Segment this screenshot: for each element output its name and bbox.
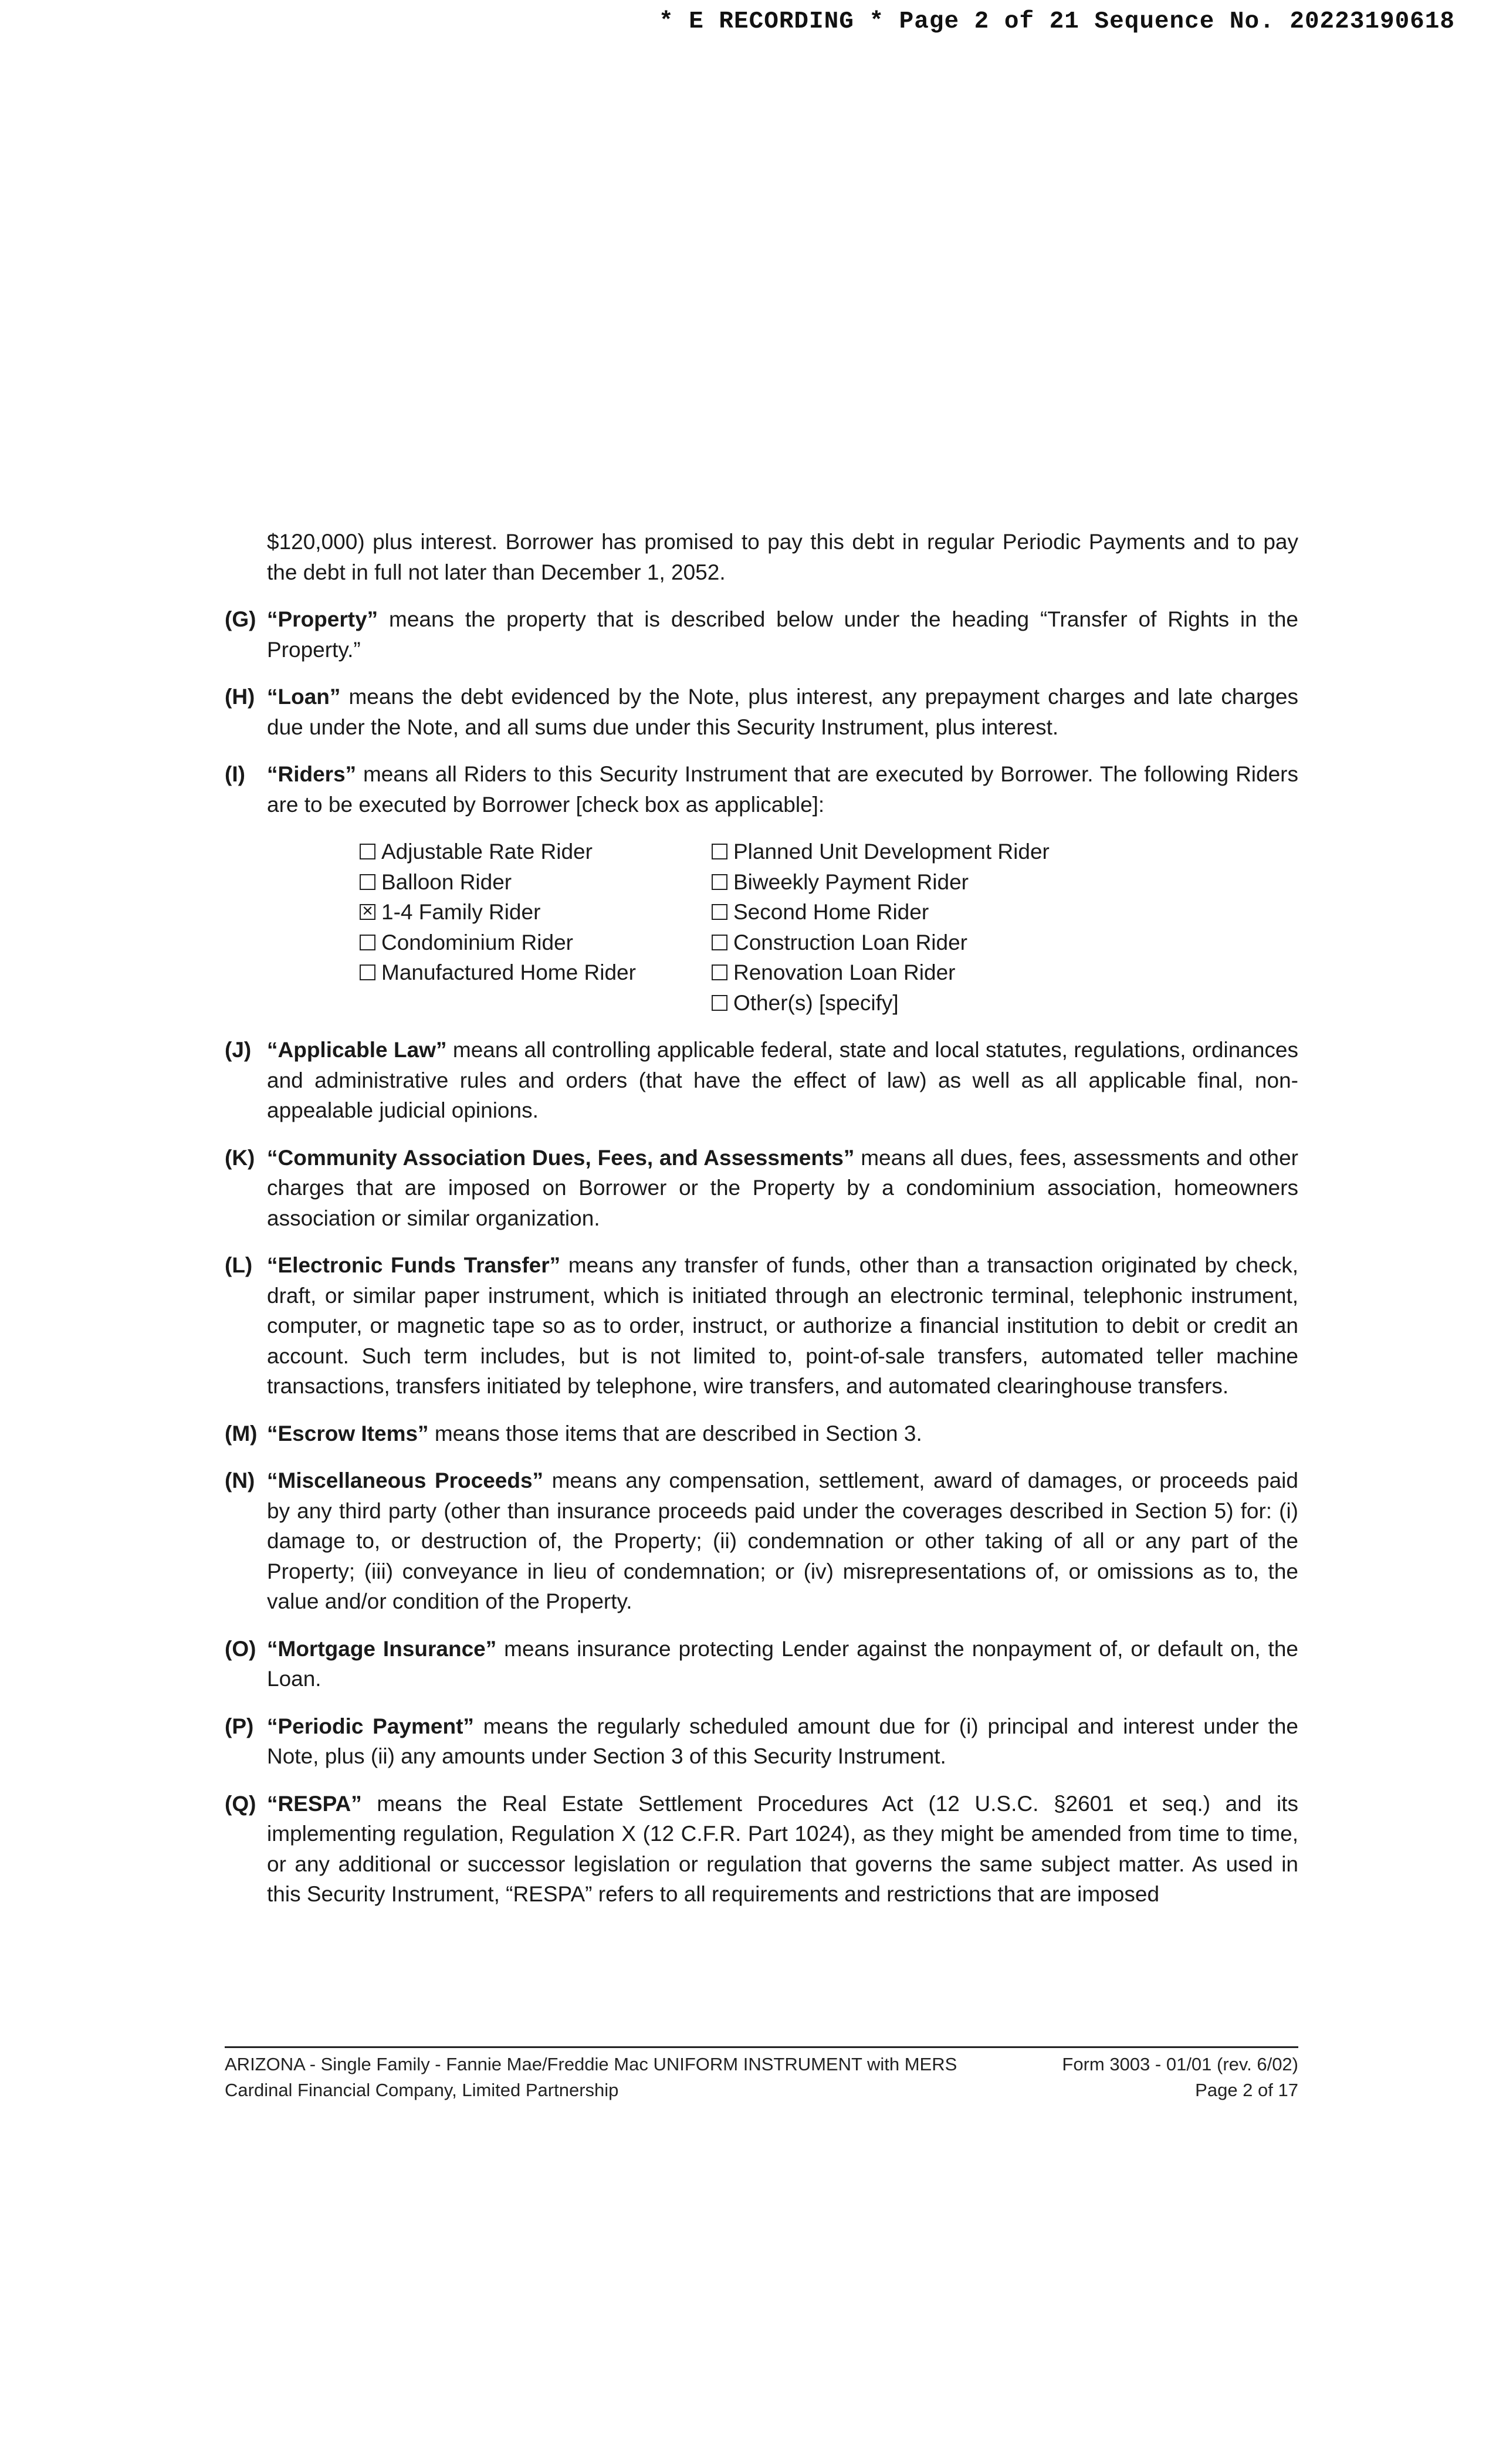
definition-h <box>225 682 1298 742</box>
rider-label: Second Home Rider <box>733 900 929 924</box>
definition-q <box>225 1789 1298 1910</box>
definition-i <box>225 759 1298 820</box>
definition-term: “Riders” <box>267 762 357 786</box>
definition-label: (I) <box>225 762 245 786</box>
rider-label: Renovation Loan Rider <box>733 960 956 984</box>
checkbox[interactable] <box>360 964 375 980</box>
definition-text: means the debt evidenced by the Note, plus interest, any prepayment charges and late charges due under the Note, and all sums due under this Security Instrument, plus interest. <box>267 685 1298 739</box>
rider-1-4-family <box>360 897 712 928</box>
definition-term: “RESPA” <box>267 1791 362 1816</box>
rider-label: Other(s) [specify] <box>733 990 899 1015</box>
rider-label: 1-4 Family Rider <box>381 900 541 924</box>
rider-label: Construction Loan Rider <box>733 930 967 955</box>
checkbox[interactable] <box>712 964 727 980</box>
footer-divider <box>225 2046 1298 2048</box>
definition-text: means insurance protecting Lender against the nonpayment of, or default on, the Loan. <box>267 1636 1298 1691</box>
definition-text: means all controlling applicable federal, state and local statutes, regulations, ordinances and administrative rules and orders (that have the effect of law) as well as all applicable final, non-appealable judicial opinions. <box>267 1038 1299 1122</box>
definition-term: “Community Association Dues, Fees, and Assessments” <box>267 1145 855 1170</box>
definitions-list-2 <box>225 1035 1298 1910</box>
checkbox[interactable] <box>360 874 375 890</box>
definition-label: (H) <box>225 685 255 709</box>
checkbox[interactable] <box>712 935 727 950</box>
definition-term: “Escrow Items” <box>267 1421 429 1446</box>
recording-header: * E RECORDING * Page 2 of 21 Sequence No. 20223190618 <box>658 8 1455 35</box>
definition-k <box>225 1143 1298 1234</box>
checkbox[interactable]: ✕ <box>360 904 375 920</box>
rider-label: Balloon Rider <box>381 869 512 894</box>
document-body <box>225 527 1298 1927</box>
rider-construction-loan <box>712 928 1064 958</box>
definition-text: means all Riders to this Security Instrument that are executed by Borrower. The following Riders are to be executed by Borrower [check box as applicable]: <box>267 762 1298 817</box>
definition-label: (G) <box>225 607 256 631</box>
definition-term: “Applicable Law” <box>267 1038 447 1062</box>
rider-other <box>712 988 1064 1018</box>
rider-adjustable-rate <box>360 837 712 867</box>
checkbox[interactable] <box>712 874 727 890</box>
definition-term: “Property” <box>267 607 378 631</box>
definition-text: means the property that is described below under the heading “Transfer of Rights in the Property.” <box>267 607 1298 662</box>
definition-o <box>225 1634 1298 1694</box>
definition-m <box>225 1419 1298 1449</box>
definition-label: (N) <box>225 1468 255 1492</box>
footer-lender-name: Cardinal Financial Company, Limited Partnership <box>225 2080 619 2100</box>
rider-condominium <box>360 928 712 958</box>
definition-label: (J) <box>225 1038 252 1062</box>
definition-l <box>225 1250 1298 1402</box>
definition-label: (L) <box>225 1253 253 1277</box>
rider-biweekly-payment <box>712 867 1064 898</box>
rider-label: Biweekly Payment Rider <box>733 869 969 894</box>
page-footer <box>225 2052 1298 2103</box>
definition-text: means all dues, fees, assessments and other charges that are imposed on Borrower or the Property by a condominium association, homeowners association or similar organization. <box>267 1145 1298 1230</box>
rider-planned-unit-development <box>712 837 1064 867</box>
definition-term: “Miscellaneous Proceeds” <box>267 1468 544 1492</box>
definitions-list-1 <box>225 604 1298 820</box>
footer-page-number: Page 2 of 17 <box>1195 2080 1298 2100</box>
definition-j <box>225 1035 1298 1126</box>
rider-second-home <box>712 897 1064 928</box>
definition-label: (Q) <box>225 1791 256 1816</box>
checkbox[interactable] <box>360 935 375 950</box>
rider-renovation-loan <box>712 957 1064 988</box>
riders-column-right <box>712 837 1064 1018</box>
definition-term: “Periodic Payment” <box>267 1714 474 1738</box>
definition-label: (P) <box>225 1714 254 1738</box>
definition-text: means any compensation, settlement, award of damages, or proceeds paid by any third party (other than insurance proceeds paid under the coverages described in Section 5) for: (i) damage to, or destruction of, the Property; (ii) condemnation or other taking of all or any part of the Property; (iii) conveyance in lieu of condemnation; or (iv) misrepresentations of, or omissions as to, the value and/or condition of the Property. <box>267 1468 1298 1613</box>
definition-term: “Loan” <box>267 685 341 709</box>
rider-label: Manufactured Home Rider <box>381 960 636 984</box>
definition-label: (K) <box>225 1145 255 1170</box>
definition-g <box>225 604 1298 665</box>
definition-text: means the regularly scheduled amount due for (i) principal and interest under the Note, plus (ii) any amounts under Section 3 of this Security Instrument. <box>267 1714 1298 1768</box>
checkbox[interactable] <box>712 904 727 920</box>
definition-n <box>225 1465 1298 1617</box>
footer-form-title: ARIZONA - Single Family - Fannie Mae/Freddie Mac UNIFORM INSTRUMENT with MERS <box>225 2054 957 2074</box>
rider-balloon <box>360 867 712 898</box>
rider-label: Condominium Rider <box>381 930 573 955</box>
continuation-paragraph: $120,000) plus interest. Borrower has promised to pay this debt in regular Periodic Payments and to pay the debt in full not later than December 1, 2052. <box>267 530 1298 584</box>
definition-label: (O) <box>225 1636 256 1661</box>
definition-label: (M) <box>225 1421 258 1446</box>
checkbox[interactable] <box>712 995 727 1011</box>
riders-column-left <box>360 837 712 1018</box>
footer-form-number: Form 3003 - 01/01 (rev. 6/02) <box>1062 2054 1298 2074</box>
checkbox[interactable] <box>360 844 375 859</box>
rider-manufactured-home <box>360 957 712 988</box>
rider-label: Adjustable Rate Rider <box>381 840 593 864</box>
rider-label: Planned Unit Development Rider <box>733 840 1050 864</box>
riders-checklist <box>225 837 1298 1018</box>
footer-row-1 <box>225 2052 1298 2077</box>
definition-term: “Mortgage Insurance” <box>267 1636 497 1661</box>
checkbox[interactable] <box>712 844 727 859</box>
footer-row-2 <box>225 2077 1298 2103</box>
definition-term: “Electronic Funds Transfer” <box>267 1253 561 1277</box>
definition-p <box>225 1711 1298 1772</box>
definition-text: means those items that are described in Section 3. <box>428 1421 922 1446</box>
definition-text: means any transfer of funds, other than a transaction originated by check, draft, or similar paper instrument, which is initiated through an electronic terminal, telephonic instrument, computer, or magnetic tape so as to order, instruct, or authorize a financial institution to debit or credit an account. Such term includes, but is not limited to, point-of-sale transfers, automated teller machine transactions, transfers initiated by telephone, wire transfers, and automated clearinghouse transfers. <box>267 1253 1298 1398</box>
definition-text: means the Real Estate Settlement Procedures Act (12 U.S.C. §2601 et seq.) and its implementing regulation, Regulation X (12 C.F.R. Part 1024), as they might be amended from time to time, or any additional or successor legislation or regulation that governs the same subject matter. As used in this Security Instrument, “RESPA” refers to all requirements and restrictions that are imposed <box>267 1791 1298 1906</box>
